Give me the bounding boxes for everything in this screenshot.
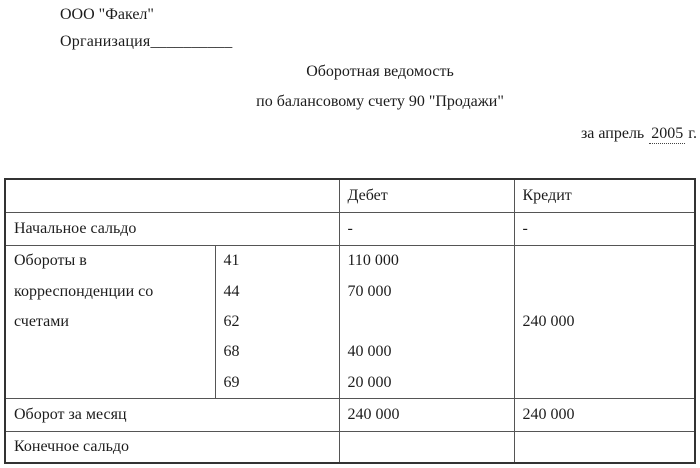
debit-value: 40 000 [347, 343, 392, 361]
opening-balance-credit: - [514, 213, 695, 246]
period-prefix: за апрель [580, 125, 645, 142]
document-title: Оборотная ведомость [306, 63, 454, 80]
account-number: 41 [223, 252, 240, 270]
turnover-table [4, 178, 696, 464]
period-year: 2005 [651, 125, 684, 142]
monthly-turnover-debit: 240 000 [339, 398, 514, 431]
turnovers-accounts-cell [215, 246, 339, 399]
monthly-turnover-credit: 240 000 [514, 398, 695, 431]
credit-value [515, 276, 695, 306]
turnovers-label-cell [5, 246, 215, 399]
table-header-row [5, 179, 695, 213]
turnovers-credit-cell [514, 246, 695, 399]
turnovers-debit-cell [339, 246, 514, 399]
account-number: 68 [223, 343, 240, 361]
document-subtitle: по балансовому счету 90 "Продажи" [256, 93, 504, 110]
row-opening-balance [5, 213, 695, 246]
period-line [581, 125, 697, 143]
credit-value: 240 000 [522, 312, 575, 330]
row-closing-balance [5, 431, 695, 463]
header-debit: Дебет [339, 179, 514, 213]
opening-balance-debit: - [339, 213, 514, 246]
account-number: 44 [223, 282, 240, 300]
credit-value [515, 368, 695, 398]
closing-balance-credit [514, 431, 695, 463]
row-turnovers [5, 246, 695, 399]
turnovers-label-line [6, 368, 215, 398]
debit-value [340, 307, 514, 337]
row-monthly-turnover [5, 398, 695, 431]
opening-balance-label: Начальное сальдо [5, 213, 339, 246]
account-number: 69 [223, 373, 240, 391]
debit-value: 20 000 [347, 373, 392, 391]
account-number: 62 [223, 312, 240, 330]
credit-value [515, 337, 695, 367]
organization-line [60, 33, 232, 51]
header-credit: Кредит [514, 179, 695, 213]
organization-blank-line: __________ [150, 33, 233, 50]
debit-value: 70 000 [347, 282, 392, 300]
organization-label: Организация [60, 33, 151, 50]
monthly-turnover-label: Оборот за месяц [5, 398, 339, 431]
credit-value [515, 246, 695, 276]
turnovers-label-line [6, 337, 215, 367]
turnovers-label-line: корреспонденции со [14, 282, 154, 300]
closing-balance-debit [339, 431, 514, 463]
turnovers-label-line: Обороты в [14, 252, 87, 270]
turnovers-label-line: счетами [14, 312, 69, 330]
company-name: ООО "Факел" [60, 6, 154, 23]
closing-balance-label: Конечное сальдо [5, 431, 339, 463]
period-suffix: г. [688, 125, 697, 142]
header-empty-cell [5, 179, 339, 213]
debit-value: 110 000 [347, 252, 399, 270]
